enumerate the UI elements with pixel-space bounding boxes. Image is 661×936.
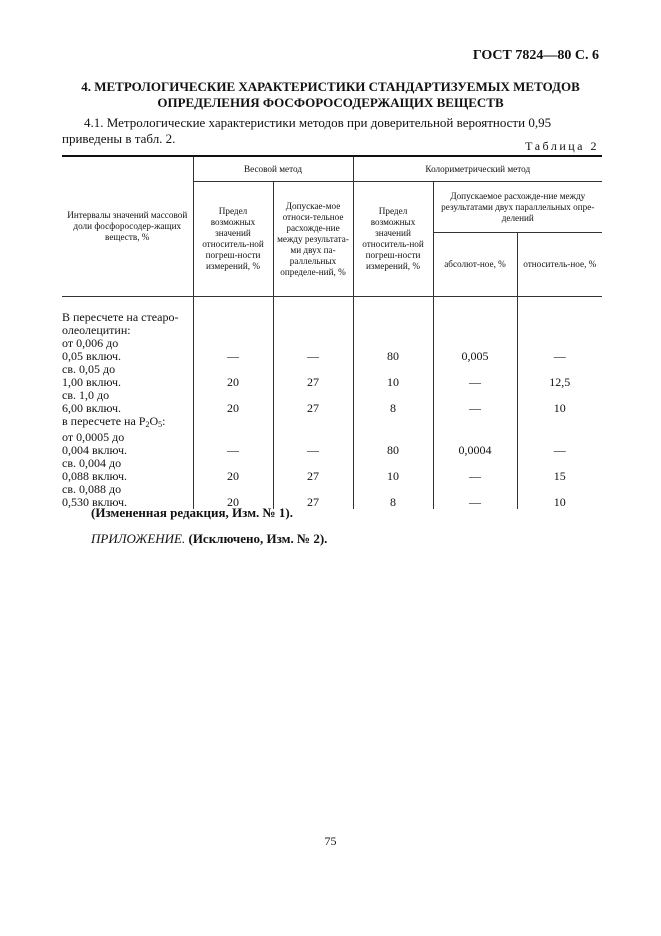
header-weight-method: Весовой метод [193,156,353,182]
cell-color-relative: 10 [517,389,602,415]
table-group-row [62,311,602,337]
interval-line2: 0,004 включ. [62,443,128,457]
interval-line1: св. 1,0 до [62,388,110,402]
appendix-note [91,531,327,547]
cell-weight-allowed: — [273,431,353,457]
interval-line2: 0,05 включ. [62,349,122,363]
header-weight-limit: Предел возможных значений относитель-ной погреш-ности измерений, % [193,182,273,297]
group2-prefix: в пересчете на P [62,414,146,428]
section-title [62,79,599,111]
cell-color-limit: 10 [353,457,433,483]
interval-line1: от 0,0005 до [62,430,125,444]
header-relative: относитель-ное, % [517,233,602,297]
cell-weight-limit: 20 [193,363,273,389]
table-label: Таблица 2 [525,139,599,153]
table-row [62,457,602,483]
group2-suffix: : [162,414,166,428]
interval-line2: 1,00 включ. [62,375,122,389]
cell-weight-limit: — [193,431,273,457]
section-title-line1: 4. МЕТРОЛОГИЧЕСКИЕ ХАРАКТЕРИСТИКИ СТАНДАРТИЗУЕМЫХ МЕТОДОВ [81,79,580,94]
cell-weight-limit: 20 [193,457,273,483]
header-interval: Интервалы значений массовой доли фосфоросодер-жащих веществ, % [62,156,193,297]
cell-color-limit: 8 [353,389,433,415]
doc-reference: ГОСТ 7824—80 С. 6 [472,48,599,63]
interval-line1: от 0,006 до [62,336,119,350]
header-color-method: Колориметрический метод [353,156,602,182]
cell-color-relative: 10 [517,483,602,509]
table-row [62,363,602,389]
section-title-line2: ОПРЕДЕЛЕНИЯ ФОСФОРОСОДЕРЖАЩИХ ВЕЩЕСТВ [157,95,504,110]
interval-line2: 6,00 включ. [62,401,122,415]
header-color-allowed: Допускаемое расхожде-ние между результатами двух параллельных опре-делений [433,182,602,233]
cell-weight-limit: — [193,337,273,363]
cell-color-limit: 80 [353,337,433,363]
table-row [62,337,602,363]
row-interval [62,363,193,389]
group-label-p2o5 [62,415,193,431]
group2-sub2: 5 [158,420,163,429]
cell-color-absolute: — [433,457,517,483]
cell-weight-allowed: 27 [273,389,353,415]
intro-paragraph: 4.1. Метрологические характеристики методов при доверительной вероятности 0,95 приведены в табл. 2. [62,115,552,146]
header-color-limit: Предел возможных значений относитель-ной погреш-ности измерений, % [353,182,433,297]
table-group-row [62,415,602,431]
cell-color-absolute: 0,005 [433,337,517,363]
cell-color-absolute: — [433,389,517,415]
appendix-label: ПРИЛОЖЕНИЕ. [91,531,186,546]
cell-color-limit: 10 [353,363,433,389]
row-interval [62,337,193,363]
cell-color-absolute: — [433,363,517,389]
group2-sub1: 2 [145,420,150,429]
cell-color-relative: — [517,431,602,457]
table-row [62,389,602,415]
appendix-text: (Исключено, Изм. № 2). [188,531,328,546]
cell-color-relative: 12,5 [517,363,602,389]
cell-weight-limit: 20 [193,389,273,415]
cell-color-relative: — [517,337,602,363]
cell-weight-allowed: 27 [273,483,353,509]
header-absolute: абсолют-ное, % [433,233,517,297]
header-weight-allowed: Допускае-мое относи-тельное расхожде-ние между результата-ми двух па-раллельных определе-ний, % [273,182,353,297]
row-interval [62,457,193,483]
interval-line1: св. 0,088 до [62,482,122,496]
change-note: (Измененная редакция, Изм. № 1). [91,505,293,520]
page-number: 75 [324,834,337,848]
cell-color-absolute: 0,0004 [433,431,517,457]
row-interval [62,389,193,415]
interval-line1: св. 0,004 до [62,456,122,470]
group2-mid: O [149,414,159,428]
table-header-row [62,156,602,182]
cell-weight-allowed: 27 [273,457,353,483]
interval-line2: 0,088 включ. [62,469,128,483]
cell-weight-limit: 20 [193,483,273,509]
cell-color-limit: 80 [353,431,433,457]
cell-color-limit: 8 [353,483,433,509]
interval-line1: св. 0,05 до [62,362,116,376]
cell-weight-allowed: 27 [273,363,353,389]
cell-color-absolute: — [433,483,517,509]
metrology-table [62,155,602,509]
interval-line2: 0,530 включ. [62,495,128,509]
cell-weight-allowed: — [273,337,353,363]
cell-color-relative: 15 [517,457,602,483]
table-row [62,431,602,457]
group-label-stearo: В пересчете на стеаро-олеолецитин: [62,311,193,337]
row-interval [62,431,193,457]
